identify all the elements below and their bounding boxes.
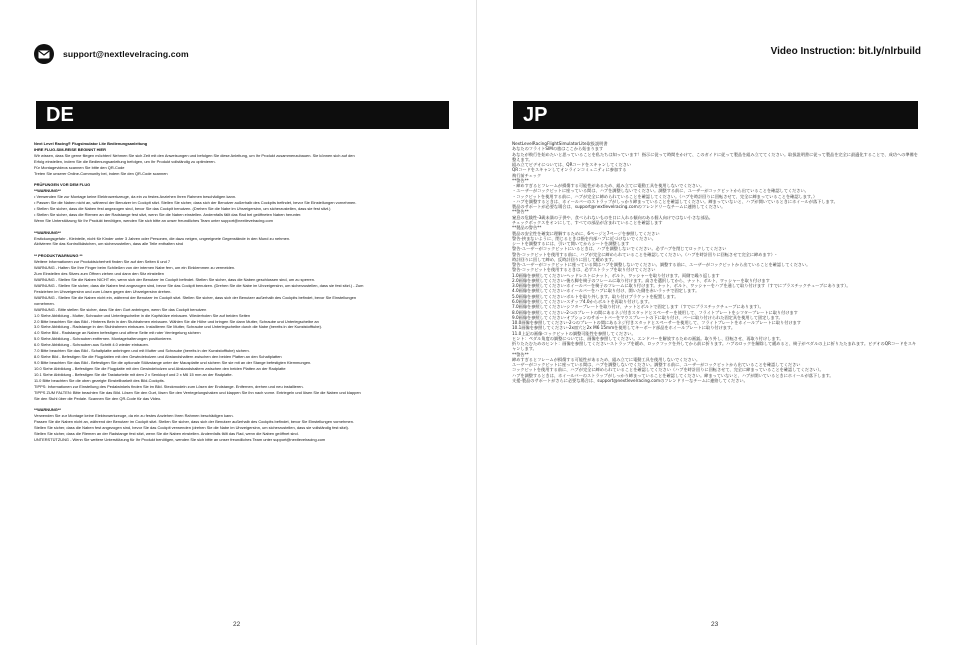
text-line: Aktivieren Sie das Kontrollkästchen, um sicherzustellen, dass alle Teile enthalten sind	[34, 241, 183, 247]
language-code: JP	[523, 104, 548, 126]
text-line: 製品の安全性を確実に理解するために、6ページと7ページを参照してください	[512, 230, 660, 236]
text-line: WARNUNG - Stellen Sie sicher, dass die Naben fest angezogen sind, bevor Sie das Cockpit benutzen. (Drehen Sie die Nabe im Uhrzeigersinn, um sicherzustellen, dass sie fest sitzt.) - Zum	[34, 282, 364, 288]
page-number: 22	[233, 621, 241, 628]
text-line: Wir wissen, dass Sie gerne fliegen möchten! Nehmen Sie sich Zeit mit den Anweisungen und befolgen Sie diese Anleitung, um Ihr Produkt zusammenzubauen. Sie können sich auf den	[34, 152, 355, 158]
text-line: Für Montagevideos scannen Sie bitte den QR-Code	[34, 164, 125, 170]
text-line: WARNUNG - Halten Sie Ihre Finger beim Schließen von der internen Nabe fern, um ein Einklemmen zu vermeiden.	[34, 264, 236, 270]
text-line: 2.0画像を参照してください-後ろ脚を椅子のフレームに取り付けます。高さを選択してから、ナット、ボルト、ワッシャーを取り付けます	[512, 277, 770, 283]
text-line: Stellen Sie sicher, dass die Naben fest angezogen sind, bevor Sie das Cockpit verwenden (drehen Sie die Nabe im Uhrzeigersinn, um sicherzustellen, dass sie vollständig fest sitzt).	[34, 425, 349, 431]
text-line: 折りたたむためのヒント：画像を参照してください-ストラップを緩め、ロックフックを外してから前に折ります。ハブのロックを解除して緩めると、椅子がペダルの上に折りたたまれます。ビデオのQRコードをスキ	[512, 341, 917, 347]
text-line: 組み立てビデオについては、QRコードをスキャンしてください	[512, 162, 632, 168]
text-line: ・ユーザーがコックピットに座っている間は、ハブを調整しないでください。調整する前に、ユーザーがコックピットから出ていることを確認してください。	[512, 188, 809, 194]
text-line: 整えます。	[512, 156, 533, 162]
support-email[interactable]: support@nextlevelracing.com	[63, 49, 189, 59]
text-line: ・締めすぎるとフレームが損傷する可能性があるため、組み立てに電動工具を使用しないでください。	[512, 183, 705, 189]
text-line: 飛行前チェック	[512, 172, 542, 178]
text-line: あなたのフライトSIMの旅はここから始まります	[512, 146, 604, 152]
text-line: 警告-ユーザーがコックピットに座っている間はハブを調整しないでください。調整する前に、ユーザーがコックピットから出ていることを確認してください。	[512, 262, 811, 268]
text-line: Passen Sie die Naben nicht an, während der Benutzer im Cockpit sitzt. Stellen Sie sicher, dass sich der Benutzer außerhalb des Cockpits befindet, bevor Sie Einstellungen vornehmen.	[34, 419, 354, 425]
video-instruction-link[interactable]: Video Instruction: bit.ly/nlrbuild	[770, 46, 921, 57]
text-line: ャンします。	[512, 346, 537, 352]
text-line: • Verwenden Sie zur Montage keine Elektrowerkzeuge, da ein zu festes Anziehen Ihren Rahmen beschädigen kann.	[34, 194, 237, 200]
text-line: QRコードをスキャンしてオンラインコミュニティに参加する	[512, 167, 627, 173]
text-line: TIPPS: Informationen zur Einstellung des Pedalwinkels finden Sie im Bild. Steckmodeln zum Lösen der Endstange. Entfernen, drehen und neu installieren.	[34, 384, 304, 389]
text-line: シートを調整するには、引いて開いてからシートを調整します	[512, 241, 630, 247]
section-heading: **WARNUNG**	[34, 407, 61, 413]
section-heading: IHRE FLUG-SIM-REISE BEGINNT HIER	[34, 146, 106, 152]
text-line: チェックボックスをオンにして、すべての部品が含まれていることを確認します	[512, 219, 663, 225]
german-instructions	[34, 141, 452, 443]
text-line: 警告-コックピットを使用するときは、必ずストラップを取り付けてください	[512, 267, 656, 273]
text-line: Zum Einstellen des Sitzes zum Öffnen ziehen und dann den Sitz einstellen	[34, 270, 164, 276]
text-line: 4.0画像を参照してください-ホイールバーをハブに取り付け、開いた側を赤いラッチで固定します。	[512, 288, 700, 294]
text-line: vornehmen.	[34, 300, 55, 306]
text-line: 支援-製品のサポートがさらに必要な場合は、support@nextlevelracing.comのフレンドリーなチームに連絡してください。	[512, 377, 748, 383]
text-line: Erstickungsgefahr - Kleinteile, nicht für Kinder unter 3 Jahren oder Personen, die dazu neigen, ungeeignete Gegenstände in den Mund zu nehmen.	[34, 235, 291, 241]
text-line: WARNUNG - Stellen Sie die Naben NICHT ein, wenn sich der Benutzer im Cockpit befindet. Stellen Sie sicher, dass die Naben geschlossen sind, um zu sperren.	[34, 276, 316, 282]
text-line: 締めすぎるとフレームが損傷する可能性があるため、組み立てに電動工具を使用しないでください。	[512, 356, 701, 362]
text-line: 6.0 Siehe Abbildung - Schrauben aus Schritt 4.0 wieder einbauen.	[34, 342, 149, 348]
language-code: DE	[46, 104, 74, 126]
language-header-de	[36, 101, 449, 129]
text-line: 警告-ユーザーがコックピットにいるときは、ハブを調整しないでください。必ずハブを閉じてロックしてください	[512, 246, 727, 252]
text-line: Sie den Stuhl über die Pedale. Scannen Sie den QR-Code für das Video.	[34, 395, 162, 401]
text-line: 1.0 Siehe Abbildung - Mutter, Schraube und Unterlegscheibe in die Kopfstütze einbauen. Wiederholen Sie auf beiden Seiten	[34, 312, 251, 318]
text-line: 5.0画像を参照してください-ボルトを取り外します。取り付けブラケットを配置します。	[512, 293, 679, 299]
text-line: Wenn Sie Unterstützung für Ihr Produkt benötigen, wenden Sie sich bitte an unser freundliches Team unter support@nextlevelracing.com	[34, 218, 273, 224]
text-line: ・ハブを調整するときは、ホイールバーのストラップがしっかり締まっていることを確認してください。締まっていないと、ハブが開いているときにホイールが落下します。	[512, 198, 838, 204]
text-line: あなたが飛行を始めたいと思っていることを私たちは知っています！指示に従って時間をかけて、このガイドに従って製品を組み立ててください。取扱説明書に従って製品を完全に最適化することで、成功への準備を	[512, 151, 918, 157]
text-line: Stellen Sie sicher, dass die Riemen an der Radstange fest sitzt, wenn Sie die Naben einstellen. Andernfalls fällt das Rad, wenn die Naben geöffnet sind.	[34, 431, 299, 437]
text-line: **警告**	[512, 209, 529, 215]
section-heading: **WARNUNG**	[34, 188, 61, 194]
text-line: 5.0 Siehe Abbildung - Schrauben entfernen. Montagehalterungen positionieren.	[34, 336, 173, 342]
text-line: 窒息の危険性-3歳未満の子供や、食べられないものを口に入れる傾向のある個人向けではない小さな部品。	[512, 214, 713, 220]
text-line: Festziehen im Uhrzeigersinn und zum Lösen gegen den Uhrzeigersinn drehen.	[34, 288, 172, 294]
text-line: 3.0画像を参照してください-ホイールバーを椅子のフレームに取り付けます。ナット、ボルト、ワッシャーをハブを通して取り付けます（すでにプラスチックチューブにあります）。	[512, 283, 851, 289]
text-line: Treten Sie unserer Online-Community bei, indem Sie den QR-Code scannen	[34, 170, 168, 176]
section-heading: **WARNUNG**	[34, 229, 61, 235]
text-line: NextLevelRacingFlightSimulatorLite取扱説明書	[512, 141, 608, 146]
section-heading: ** PRODUKTWARNUNG **	[34, 253, 83, 259]
language-header-jp	[513, 101, 918, 129]
text-line: 7.0画像を参照してください-シフタープレートを取り付け、ナットとボルトで固定します（すでにプラスチックチューブにあります）。	[512, 304, 764, 310]
text-line: **製品の警告**	[512, 225, 542, 231]
text-line: **警告**	[512, 351, 529, 357]
text-line: 10.0画像を参照してください-2つのプレートの間にあるネジ付きスタッドとスペーサーを使用して、フライトプレートをホイールプレートに取り付けます	[512, 320, 801, 326]
text-line: Verwenden Sie zur Montage keine Elektrowerkzeuge, da ein zu festes Anziehen Ihren Rahmen beschädigen kann.	[34, 413, 234, 419]
text-line: WARNUNG - Stellen Sie die Naben nicht ein, während der Benutzer im Cockpit sitzt. Stellen Sie sicher, dass sich der Benutzer außerhalb des Cockpits befindet, bevor Sie Einstellungen	[34, 294, 357, 300]
text-line: 6.0画像を参照してください-ステップ4.0からボルトを再取り付けします。	[512, 298, 653, 304]
text-line: 9.0画像を参照してください-オプションのサポートバーをマウスプレートの下に取り付け、バーに取り付けられた固定具を使用して固定します。	[512, 314, 783, 320]
section-heading: Next Level Racing® Flugsimulator Lite Bedienungsanleitung	[34, 141, 148, 146]
text-line: 9.0 Bitte beachten Sie das Bild - Befestigen Sie die optionale Stützstange unter der Mausplatte und sichern Sie sie mit an der Stange befestigten Klemmungen.	[34, 360, 312, 366]
text-line: 2.0 Bitte beachten Sie das Bild - Hinteres Bein in den Stuhlrahmen einbauen. Wählen Sie die Höhe und bringen Sie dann Mutter, Schraube und Unterlegscheibe an	[34, 318, 319, 324]
text-line: • Stellen Sie sicher, dass die Naben fest angezogen sind, bevor Sie das Cockpit benutzen. (Drehen Sie die Nabe im Uhrzeigersinn, um sicherzustellen, dass sie fest sitzt.)	[34, 206, 331, 212]
text-line: 警告-コックピットを使用する前に、ハブが完全に締められていることを確認してください。（ハブを時計回りに回転させて完全に締めます）-	[512, 251, 777, 257]
page-number: 23	[711, 621, 719, 628]
japanese-instructions	[512, 141, 922, 383]
text-line: 4.0 Siehe Bild - Radstange an Naben befestigen und offene Seite mit roter Verriegelung sichern	[34, 330, 201, 336]
text-line: 1.0画像を参照してください-ヘッドレストにナット、ボルト、ワッシャーを取り付けます。両側で繰り返します	[512, 272, 720, 278]
text-line: 8.0画像を参照してください-2つのプレートの間にあるネジ付きスタッドとスペーサーを使用して、フライトプレートをシフタープレートに取り付けます	[512, 309, 798, 315]
text-line: UNTERSTÜTZUNG - Wenn Sie weitere Unterstützung für Ihr Produkt benötigen, wenden Sie sich bitte an unser freundliches Team unter support@nextlevelracing.com	[34, 437, 326, 443]
text-line: • Passen Sie die Naben nicht an, während der Benutzer im Cockpit sitzt. Stellen Sie sicher, dass sich der Benutzer außerhalb des Cockpits befindet, bevor Sie Einstellungen vornehmen.	[34, 200, 357, 206]
text-line: 3.0 Siehe Abbildung - Radstange in den Stuhlrahmen einbauen. Installieren Sie Mutter, Schraube und Unterlegscheibe durch die Nabe (bereits in der Kunststofftube).	[34, 324, 322, 330]
text-line: Erfolg einstellen, indem Sie die Bedienungsanleitung befolgen, um Ihr Produkt vollständig zu optimieren.	[34, 158, 216, 164]
text-line: 11.0 Bitte beachten Sie die oben gezeigte Einstellbarkeit des Bild-Cockpits.	[34, 378, 165, 384]
text-line: コックピットを使用する前に、ハブが完全に締められていることを確認してください（ハブを時計回りに回転させて、完全に締まっていることを確認してください）。	[512, 367, 824, 373]
text-line: ユーザーがコックピットに座っている間は、ハブを調整しないでください。調整する前に、ユーザーがコックピットから出ていることを確認してください	[512, 362, 801, 368]
text-line: Weitere Informationen zur Produktsicherheit finden Sie auf den Seiten 6 und 7	[34, 258, 171, 264]
section-heading: PRÜFUNGEN VOR DEM FLUG	[34, 182, 91, 188]
text-line: TIPPS ZUM FALTEN: Bitte beachten Sie das Bild. Lösen Sie den Gurt, lösen Sie den Verriegelungshaken und klappen Sie ihn nach vorne. Entriegeln und lösen Sie die Naben und klappen	[34, 389, 361, 395]
text-line: 11.0上記の画像-コックピットの調整可能性を参照してください。	[512, 330, 636, 336]
text-line: • Stellen Sie sicher, dass die Riemen an der Radstange fest sitzt, wenn Sie die Naben einstellen. Andernfalls fällt das Rad bei geöffneten Naben herunter.	[34, 212, 302, 218]
text-line: 10.1 Siehe Abbildung - Befestigen Sie die Tastaturteile mit dem 2 x Senkkopf und 2 x M6 15 mm an der Radplatte.	[34, 372, 233, 378]
text-line: ・コックピットを使用する前に、ハブが完全に締められていることを確認してください。（ハブを時計回りに回転させて、完全に締まっていることを確認します。）	[512, 193, 818, 199]
text-line: 時計回りに回して締め、反時計回りに回して緩めます。	[512, 256, 617, 262]
text-line: **警告**	[512, 177, 529, 183]
text-line: WARNUNG - Bitte stellen Sie sicher, dass Sie den Gurt anbringen, wenn Sie das Cockpit benutzen	[34, 306, 207, 312]
envelope-icon	[34, 44, 54, 64]
text-line: 警告-挟まないように、閉じるときは指を内部ハブに近づけないでください。	[512, 235, 656, 241]
text-line: 8.0 Siehe Bild - Befestigen Sie die Flugplatten mit den Gewindebolzen und Abstandshaltern zwischen den beiden Platten an den Schaltplatten	[34, 354, 282, 360]
text-line: 製品のサポートが必要な場合は、support@nextlevelracing.comのフレンドリーなチームに連絡してください。	[512, 204, 726, 210]
right-page	[477, 0, 954, 645]
text-line: ヒント：ペダル角度の調整については、画像を参照してください。エンドバーを解放するための画鋲。取り外し、回転させ、再取り付けします。	[512, 335, 784, 341]
text-line: 10.0 Siehe Abbildung - Befestigen Sie die Flugplatte mit den Gewindebolzen und Abstandshaltern zwischen den beiden Platten an der Radplatte	[34, 366, 286, 372]
text-line: 10.1画像を参照してください-2x皿穴と2x M6 15mmを使用してキーボード部品をホイールプレートに取り付けます。	[512, 325, 736, 331]
text-line: ハブを調整するときは、ホイールバーのストラップがしっかり締まっていることを確認してください。締まっていないと、ハブが開いているときにホイールが落下します。	[512, 372, 834, 378]
support-email-row[interactable]	[34, 44, 189, 64]
text-line: 7.0 Bitte beachten Sie das Bild - Schaltplatte anbringen und mit Mutter und Schraube (bereits in der Kunststofftube) sichern.	[34, 348, 250, 354]
